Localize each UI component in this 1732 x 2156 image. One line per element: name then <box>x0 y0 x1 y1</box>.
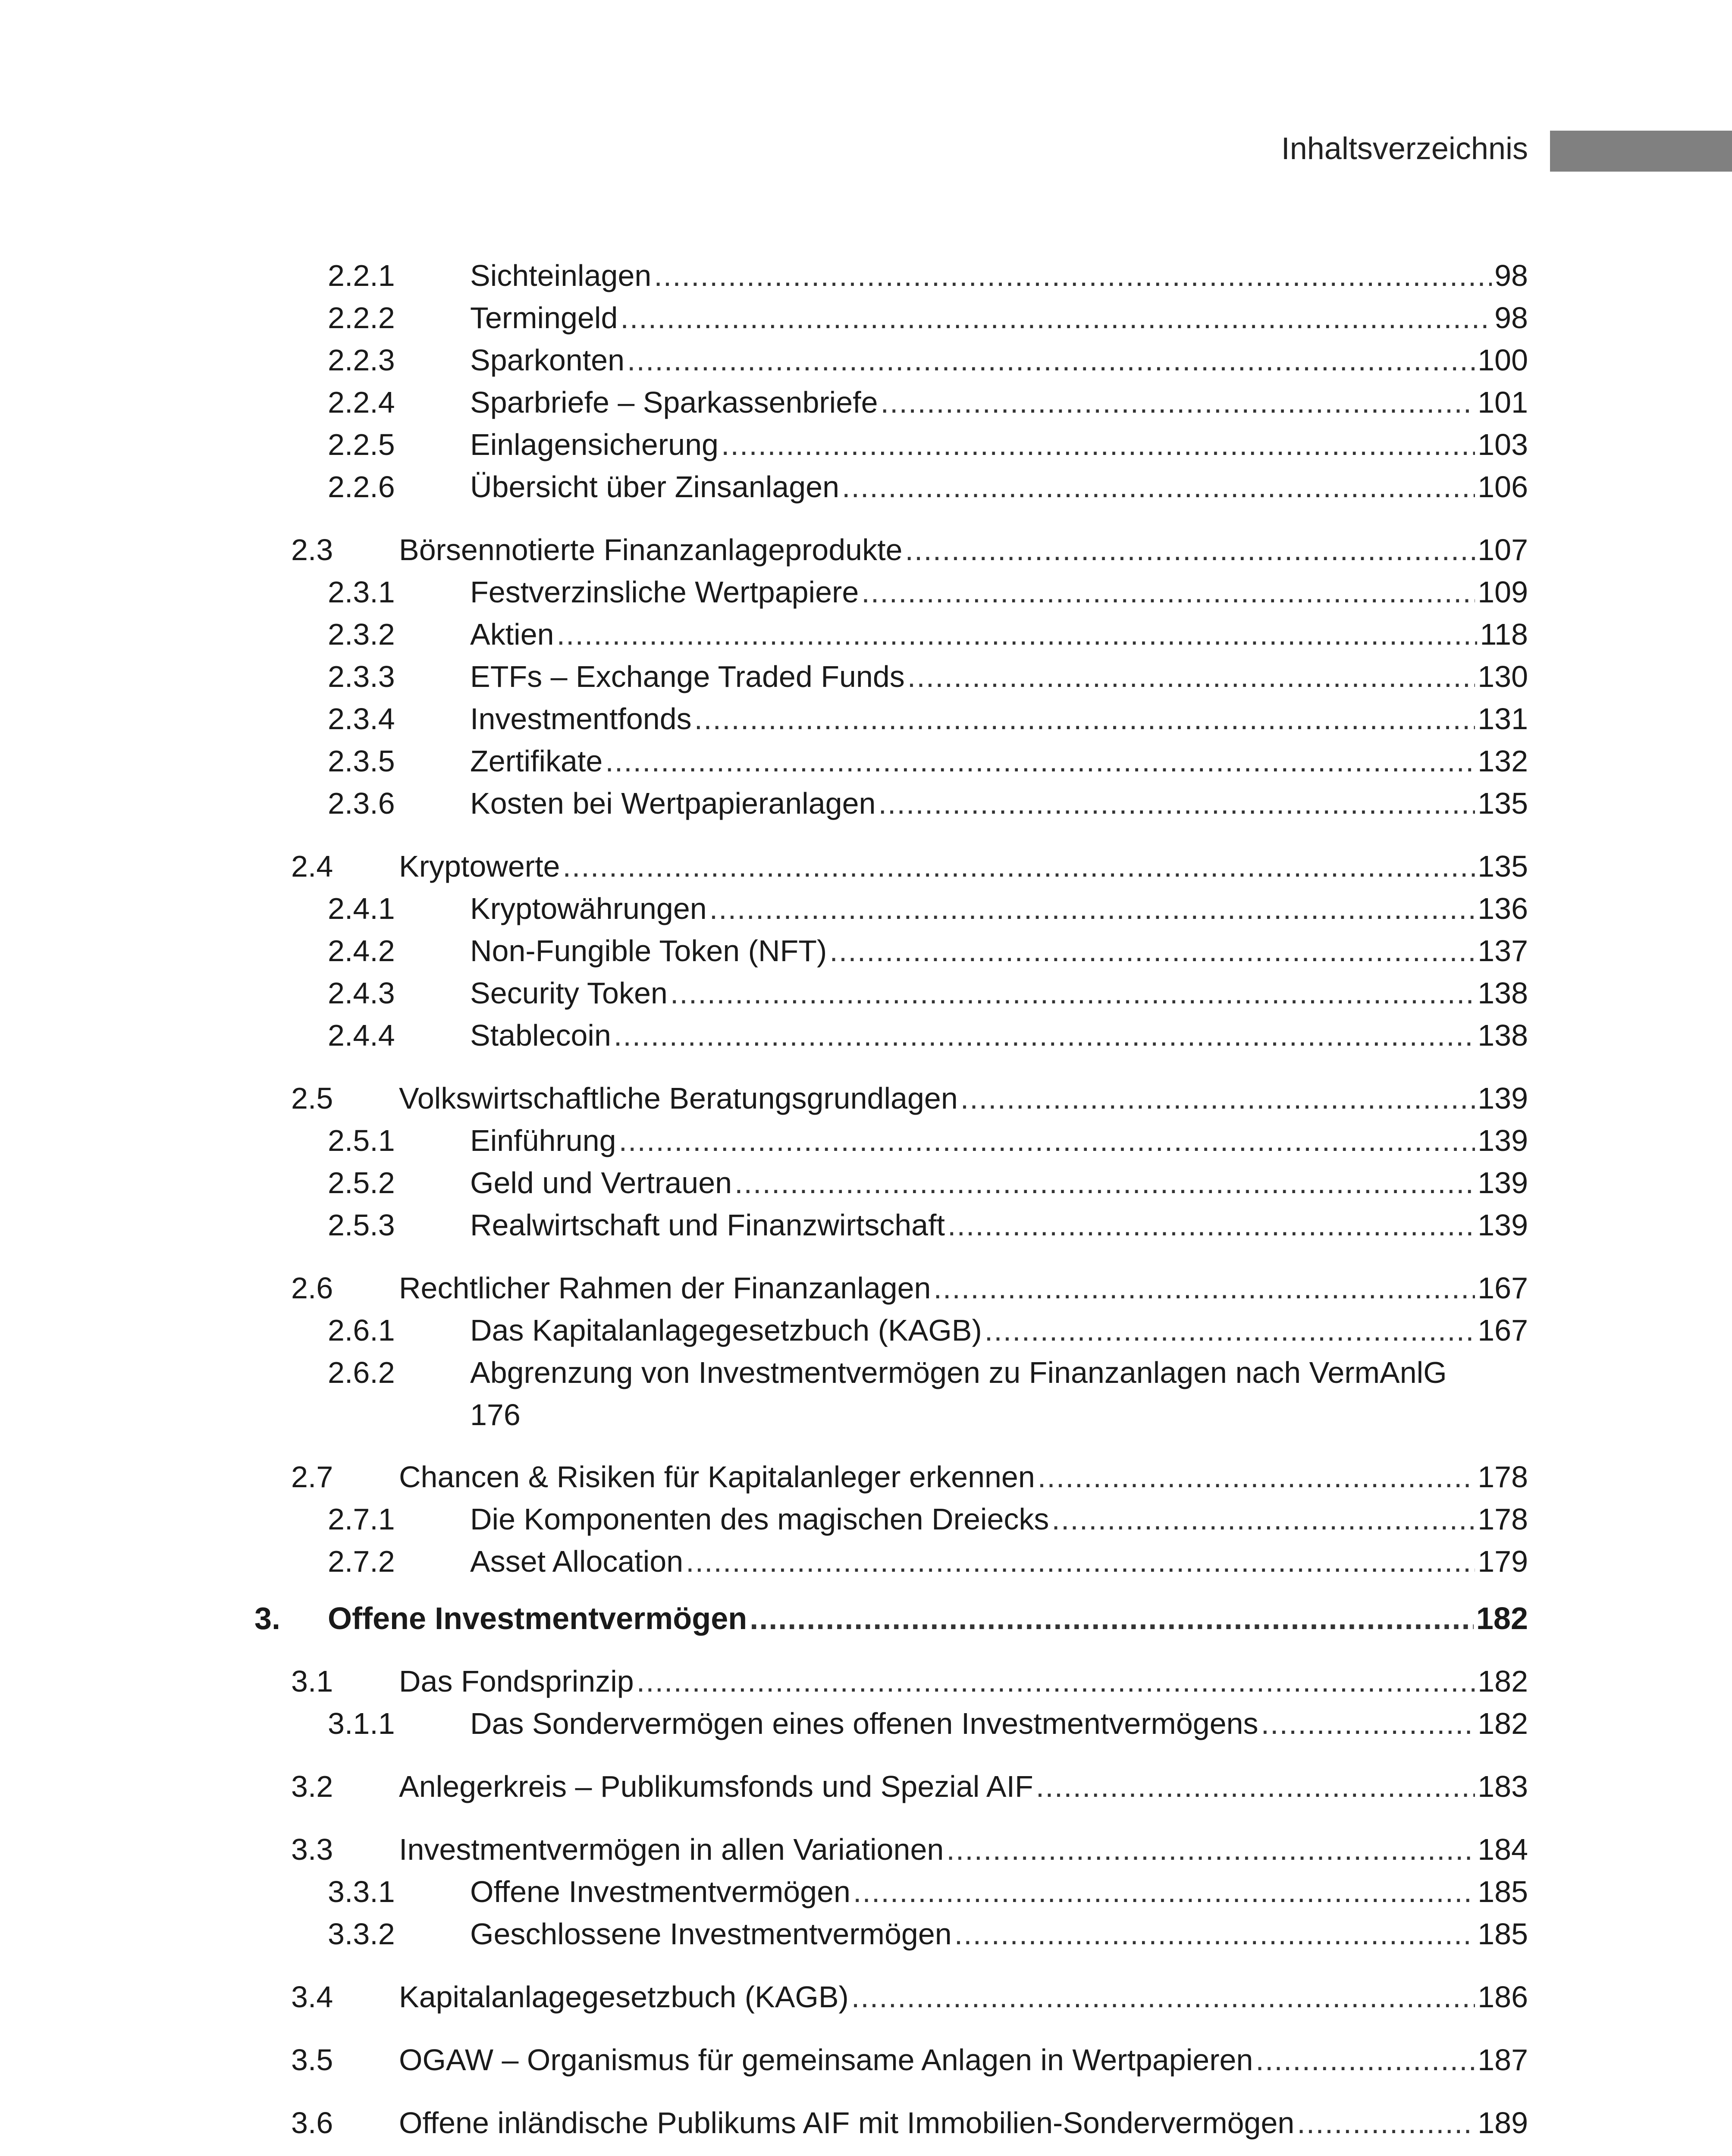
toc-page: 131 <box>1478 702 1528 736</box>
toc-page: 101 <box>1478 385 1528 419</box>
toc-entry-2-4-1[interactable] <box>328 887 1528 930</box>
toc-entry-3-4[interactable] <box>291 1976 1528 2018</box>
toc-page: 139 <box>1478 1166 1528 1200</box>
toc-entry-3-1-1[interactable] <box>328 1702 1528 1745</box>
toc-page: 130 <box>1478 660 1528 693</box>
dot-leader <box>750 1598 1474 1640</box>
toc-page: 167 <box>1478 1271 1528 1305</box>
toc-entry-3-5[interactable] <box>291 2039 1528 2081</box>
toc-number: 2.5.2 <box>328 1166 395 1200</box>
dot-leader <box>1261 1702 1475 1745</box>
toc-title: Kryptowährungen <box>470 892 707 925</box>
toc-entry-3-3[interactable] <box>291 1828 1528 1871</box>
dot-leader <box>694 698 1475 740</box>
dot-leader <box>853 1871 1475 1913</box>
toc-page: 106 <box>1478 470 1528 504</box>
toc-entry-2-5[interactable] <box>291 1077 1528 1119</box>
toc-number: 2.2.2 <box>328 301 395 335</box>
toc-number: 2.3.5 <box>328 744 395 778</box>
toc-title: Festverzinsliche Wertpapiere <box>470 575 859 609</box>
toc-title: Chancen & Risiken für Kapitalanleger erkennen <box>399 1460 1035 1494</box>
dot-leader <box>861 571 1475 613</box>
dot-leader <box>670 972 1475 1014</box>
toc-title: Offene inländische Publikums AIF mit Immobilien-Sondervermögen <box>399 2106 1295 2140</box>
toc-number: 2.2.3 <box>328 343 395 377</box>
dot-leader <box>620 297 1492 339</box>
toc-page: 182 <box>1478 1664 1528 1698</box>
toc-title: Aktien <box>470 617 554 651</box>
toc-title: Investmentfonds <box>470 702 692 736</box>
toc-page: 184 <box>1478 1833 1528 1866</box>
toc-entry-3-2[interactable] <box>291 1765 1528 1808</box>
toc-entry-2-4-2[interactable] <box>328 930 1528 972</box>
toc-number: 2.3.6 <box>328 787 395 820</box>
toc-entry-2-3-4[interactable] <box>328 698 1528 740</box>
toc-title: Abgrenzung von Investmentvermögen zu Finanzanlagen nach VermAnlG <box>470 1356 1447 1389</box>
toc-title: Sparkonten <box>470 343 625 377</box>
toc-page: 98 <box>1494 259 1528 292</box>
toc-number: 2.5.1 <box>328 1124 395 1157</box>
toc-entry-3-3-1[interactable] <box>328 1871 1528 1913</box>
dot-leader <box>985 1309 1475 1351</box>
toc-entry-2-2-2[interactable] <box>328 297 1528 339</box>
dot-leader <box>562 845 1475 887</box>
toc-title: Offene Investmentvermögen <box>470 1875 850 1908</box>
dot-leader <box>907 655 1475 698</box>
toc-page: 167 <box>1478 1313 1528 1347</box>
toc-title: Investmentvermögen in allen Variationen <box>399 1833 944 1866</box>
toc-page: 189 <box>1478 2106 1528 2140</box>
dot-leader <box>878 782 1475 824</box>
toc-page: 179 <box>1478 1545 1528 1578</box>
toc-number: 3.3.2 <box>328 1917 395 1951</box>
toc-page: 176 <box>470 1398 521 1432</box>
toc-entry-2-7[interactable] <box>291 1456 1528 1498</box>
toc-entry-3-6[interactable] <box>291 2102 1528 2144</box>
toc-number: 3.3.1 <box>328 1875 395 1908</box>
toc-entry-2-6[interactable] <box>291 1267 1528 1309</box>
toc-chapter-3[interactable] <box>254 1598 1528 1640</box>
toc-number: 2.3.2 <box>328 617 395 651</box>
dot-leader <box>627 339 1475 381</box>
toc-title: Kosten bei Wertpapieranlagen <box>470 787 876 820</box>
toc-number: 3.6 <box>291 2106 333 2140</box>
toc-title: Geld und Vertrauen <box>470 1166 732 1200</box>
toc-page: 185 <box>1478 1875 1528 1908</box>
toc-title: Anlegerkreis – Publikumsfonds und Spezial AIF <box>399 1770 1033 1803</box>
toc-title: Volkswirtschaftliche Beratungsgrundlagen <box>399 1081 958 1115</box>
dot-leader <box>948 1204 1475 1246</box>
dot-leader <box>709 887 1475 930</box>
toc-page: 103 <box>1478 428 1528 461</box>
toc-entry-2-3-6[interactable] <box>328 782 1528 824</box>
toc-page: 138 <box>1478 976 1528 1010</box>
toc-number: 2.2.1 <box>328 259 395 292</box>
toc-title: Kapitalanlagegesetzbuch (KAGB) <box>399 1980 849 2014</box>
toc-entry-2-5-3[interactable] <box>328 1204 1528 1246</box>
toc-entry-2-7-2[interactable] <box>328 1540 1528 1583</box>
dot-leader <box>619 1119 1475 1162</box>
toc-title: Rechtlicher Rahmen der Finanzanlagen <box>399 1271 931 1305</box>
toc-page: 187 <box>1478 2043 1528 2077</box>
toc-title: Sparbriefe – Sparkassenbriefe <box>470 385 878 419</box>
toc-title: Geschlossene Investmentvermögen <box>470 1917 952 1951</box>
toc-entry-2-4-3[interactable] <box>328 972 1528 1014</box>
toc-number: 2.3.3 <box>328 660 395 693</box>
toc-entry-2-6-1[interactable] <box>328 1309 1528 1351</box>
toc-number: 2.2.4 <box>328 385 395 419</box>
toc-page: 139 <box>1478 1208 1528 1242</box>
toc-page: 139 <box>1478 1081 1528 1115</box>
toc-page: 109 <box>1478 575 1528 609</box>
toc-title: Zertifikate <box>470 744 603 778</box>
toc-title: Non-Fungible Token (NFT) <box>470 934 827 968</box>
dot-leader <box>605 740 1475 782</box>
toc-entry-2-2-3[interactable] <box>328 339 1528 381</box>
toc-page: 138 <box>1478 1018 1528 1052</box>
toc-title: Realwirtschaft und Finanzwirtschaft <box>470 1208 945 1242</box>
toc-number: 3.5 <box>291 2043 333 2077</box>
toc-page: 178 <box>1478 1460 1528 1494</box>
toc-entry-2-7-1[interactable] <box>328 1498 1528 1540</box>
toc-page: 182 <box>1478 1707 1528 1740</box>
dot-leader <box>933 1267 1475 1309</box>
toc-number: 2.7.1 <box>328 1502 395 1536</box>
toc-entry-2-2-6[interactable] <box>328 466 1528 508</box>
toc-entry-2-3-5[interactable] <box>328 740 1528 782</box>
toc-number: 2.6 <box>291 1271 333 1305</box>
toc-title: Einführung <box>470 1124 616 1157</box>
toc-page: 136 <box>1478 892 1528 925</box>
toc-number: 3.1 <box>291 1664 333 1698</box>
dot-leader <box>1051 1498 1475 1540</box>
toc-title: Termingeld <box>470 301 618 335</box>
toc-number: 2.7 <box>291 1460 333 1494</box>
toc-number: 2.4.2 <box>328 934 395 968</box>
toc-number: 2.4.3 <box>328 976 395 1010</box>
dot-leader <box>557 613 1478 655</box>
toc-entry-2-4[interactable] <box>291 845 1528 887</box>
dot-leader <box>614 1014 1475 1056</box>
toc-entry-2-5-2[interactable] <box>328 1162 1528 1204</box>
toc-number: 2.2.5 <box>328 428 395 461</box>
toc-number: 2.3.1 <box>328 575 395 609</box>
toc-number: 2.6.1 <box>328 1313 395 1347</box>
toc-page: 135 <box>1478 849 1528 883</box>
toc-entry-2-3-2[interactable] <box>328 613 1528 655</box>
dot-leader <box>1036 1765 1475 1808</box>
dot-leader <box>1255 2039 1475 2081</box>
toc-page: 185 <box>1478 1917 1528 1951</box>
toc-number: 3.4 <box>291 1980 333 2014</box>
toc-title: ETFs – Exchange Traded Funds <box>470 660 905 693</box>
toc-entry-2-4-4[interactable] <box>328 1014 1528 1056</box>
toc-title: Sichteinlagen <box>470 259 652 292</box>
toc-number: 2.3 <box>291 533 333 567</box>
dot-leader <box>1038 1456 1475 1498</box>
toc-page: 139 <box>1478 1124 1528 1157</box>
toc-entry-3-1[interactable] <box>291 1660 1528 1702</box>
toc-page: 98 <box>1494 301 1528 335</box>
dot-leader <box>1297 2102 1475 2144</box>
toc-page: 137 <box>1478 934 1528 968</box>
toc-entry-2-2-1[interactable] <box>328 254 1528 297</box>
toc-title: Offene Investmentvermögen <box>328 1601 747 1636</box>
toc-number: 2.4.4 <box>328 1018 395 1052</box>
dot-leader <box>905 529 1475 571</box>
toc-number: 2.2.6 <box>328 470 395 504</box>
dot-leader <box>881 381 1475 423</box>
toc-number: 2.4 <box>291 849 333 883</box>
dot-leader <box>829 930 1475 972</box>
toc-number: 3.1.1 <box>328 1707 395 1740</box>
toc-page: 132 <box>1478 744 1528 778</box>
toc-page: 178 <box>1478 1502 1528 1536</box>
dot-leader <box>954 1913 1475 1955</box>
dot-leader <box>960 1077 1475 1119</box>
toc-page: 186 <box>1478 1980 1528 2014</box>
dot-leader <box>734 1162 1475 1204</box>
toc-title: Asset Allocation <box>470 1545 684 1578</box>
dot-leader <box>637 1660 1475 1702</box>
toc-number: 3.3 <box>291 1833 333 1866</box>
toc-entry-2-3-1[interactable] <box>328 571 1528 613</box>
toc-page: 182 <box>1476 1601 1528 1636</box>
toc-title: Übersicht über Zinsanlagen <box>470 470 840 504</box>
toc-title: Kryptowerte <box>399 849 560 883</box>
toc-entry-2-3-3[interactable] <box>328 655 1528 698</box>
toc-number: 2.6.2 <box>328 1356 395 1389</box>
toc-title: Das Fondsprinzip <box>399 1664 634 1698</box>
toc-title: Das Kapitalanlagegesetzbuch (KAGB) <box>470 1313 982 1347</box>
toc-title: Stablecoin <box>470 1018 611 1052</box>
dot-leader <box>842 466 1475 508</box>
toc-page: 100 <box>1478 343 1528 377</box>
toc-title: Börsennotierte Finanzanlageprodukte <box>399 533 903 567</box>
toc-entry-2-2-4[interactable] <box>328 381 1528 423</box>
toc-page: 107 <box>1478 533 1528 567</box>
toc-number: 2.4.1 <box>328 892 395 925</box>
toc-number: 2.7.2 <box>328 1545 395 1578</box>
toc-entry-2-6-2[interactable] <box>328 1351 1528 1436</box>
toc-number: 2.5 <box>291 1081 333 1115</box>
dot-leader <box>851 1976 1475 2018</box>
toc-title: Security Token <box>470 976 668 1010</box>
toc-title: Einlagensicherung <box>470 428 719 461</box>
toc-number: 2.5.3 <box>328 1208 395 1242</box>
toc-entry-2-3[interactable] <box>291 529 1528 571</box>
toc-page: 118 <box>1480 617 1528 651</box>
dot-leader <box>946 1828 1475 1871</box>
toc-entry-3-3-2[interactable] <box>328 1913 1528 1955</box>
toc-number: 2.3.4 <box>328 702 395 736</box>
toc-page: 183 <box>1478 1770 1528 1803</box>
running-header-title: Inhaltsverzeichnis <box>1281 132 1528 166</box>
toc-title: Das Sondervermögen eines offenen Investmentvermögens <box>470 1707 1258 1740</box>
toc-number: 3. <box>254 1601 281 1636</box>
toc-entry-2-5-1[interactable] <box>328 1119 1528 1162</box>
toc-entry-2-2-5[interactable] <box>328 423 1528 466</box>
toc-number: 3.2 <box>291 1770 333 1803</box>
dot-leader <box>654 254 1492 297</box>
dot-leader <box>721 423 1475 466</box>
toc-page: 135 <box>1478 787 1528 820</box>
dot-leader <box>686 1540 1475 1583</box>
toc-title: Die Komponenten des magischen Dreiecks <box>470 1502 1049 1536</box>
toc-title: OGAW – Organismus für gemeinsame Anlagen in Wertpapieren <box>399 2043 1253 2077</box>
